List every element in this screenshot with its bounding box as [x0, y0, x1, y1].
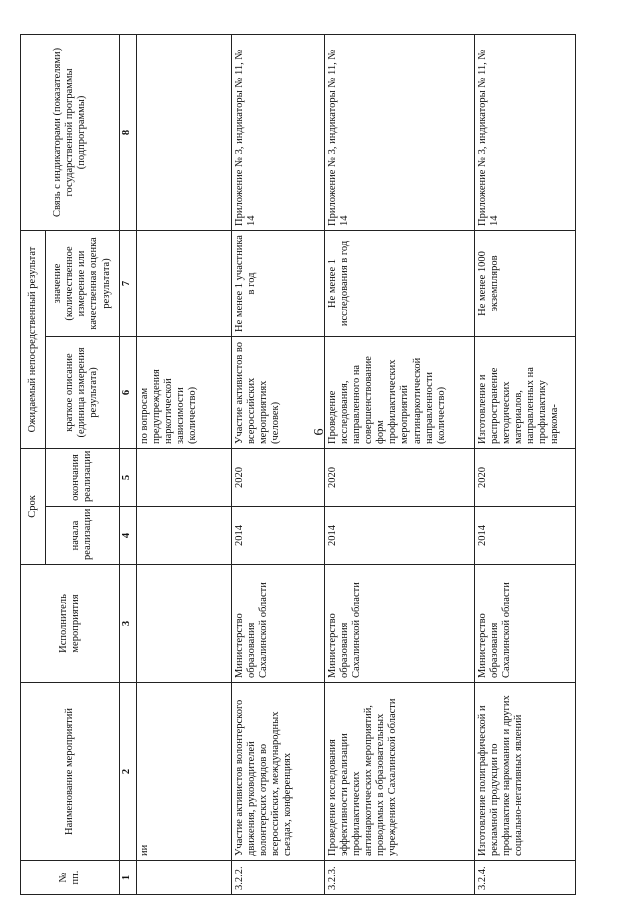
row-value: [136, 230, 231, 336]
row-link: Приложение № 3, индикаторы № 11, № 14: [325, 34, 475, 230]
row-start: 2014: [325, 507, 475, 565]
header-name: Наименование мероприятий: [21, 683, 120, 861]
row-num: [136, 861, 231, 895]
row-end: 2020: [474, 448, 575, 506]
row-executor: [136, 565, 231, 683]
row-start: [136, 507, 231, 565]
row-executor: Министерство образования Сахалинской области: [474, 565, 575, 683]
row-end: [136, 448, 231, 506]
row-start: 2014: [474, 507, 575, 565]
col-number: 6: [119, 336, 136, 448]
row-desc: Участие активистов во всероссийских мероприятиях (человек): [232, 336, 325, 448]
page-number: 6: [312, 428, 327, 436]
row-num: 3.2.3.: [325, 861, 475, 895]
col-number: 1: [119, 861, 136, 895]
table-row: [136, 34, 231, 894]
row-value: Не менее 1000 экземпляров: [474, 230, 575, 336]
header-short-desc: краткое описание (единица измерения результата): [45, 336, 119, 448]
row-desc: по вопросам предупреждения наркотической зависимости (количество): [136, 336, 231, 448]
row-name: Проведение исследования эффективности реализации профилактических антинаркотических мероприятий, проводимых в образовательных учреждениях Сахалинской области: [325, 683, 475, 861]
row-desc: Проведение исследования, направленного на совершенствование форм профилактических мероприятий антинаркотической направленности (количество): [325, 336, 475, 448]
header-link: Связь с индикаторами (показателями) государственной программы (подпрограммы): [21, 34, 120, 230]
column-number-row: [119, 34, 136, 894]
row-num: 3.2.4.: [474, 861, 575, 895]
row-value: Не менее 1 исследования в год: [325, 230, 475, 336]
col-number: 4: [119, 507, 136, 565]
measures-table: [20, 34, 576, 895]
col-number: 3: [119, 565, 136, 683]
header-term: Срок: [21, 448, 46, 564]
row-executor: Министерство образования Сахалинской области: [325, 565, 475, 683]
header-start: начала реализации: [45, 507, 119, 565]
header-executor: Исполнитель мероприятия: [21, 565, 120, 683]
row-name: Изготовление полиграфической и рекламной продукции по профилактике наркомании и других социально-негативных явлений: [474, 683, 575, 861]
col-number: 5: [119, 448, 136, 506]
row-desc: Изготовление и распространение методических материалов, направленных на профилактику наркома-: [474, 336, 575, 448]
row-link: Приложение № 3, индикаторы № 11, № 14: [232, 34, 325, 230]
row-link: [136, 34, 231, 230]
table-row: [232, 34, 325, 894]
header-expected: Ожидаемый непосредственный результат: [21, 230, 46, 448]
table-row: [325, 34, 475, 894]
row-end: 2020: [232, 448, 325, 506]
col-number: 7: [119, 230, 136, 336]
row-executor: Министерство образования Сахалинской области: [232, 565, 325, 683]
row-end: 2020: [325, 448, 475, 506]
header-value: значение (количественное измерение или качественная оценка результата): [45, 230, 119, 336]
row-value: Не менее 1 участника в год: [232, 230, 325, 336]
col-number: 2: [119, 683, 136, 861]
header-row-1: [21, 34, 46, 894]
row-start: 2014: [232, 507, 325, 565]
header-end: окончания реализации: [45, 448, 119, 506]
row-name: Участие активистов волонтерского движения, руководителей волонтерских отрядов во всероссийских, международных съездах, конференциях: [232, 683, 325, 861]
table-row: [474, 34, 575, 894]
col-number: 8: [119, 34, 136, 230]
rotated-table-container: [20, 35, 580, 895]
header-num: № пп.: [21, 861, 120, 895]
row-num: 3.2.2.: [232, 861, 325, 895]
row-name: ии: [136, 683, 231, 861]
row-link: Приложение № 3, индикаторы № 11, № 14: [474, 34, 575, 230]
